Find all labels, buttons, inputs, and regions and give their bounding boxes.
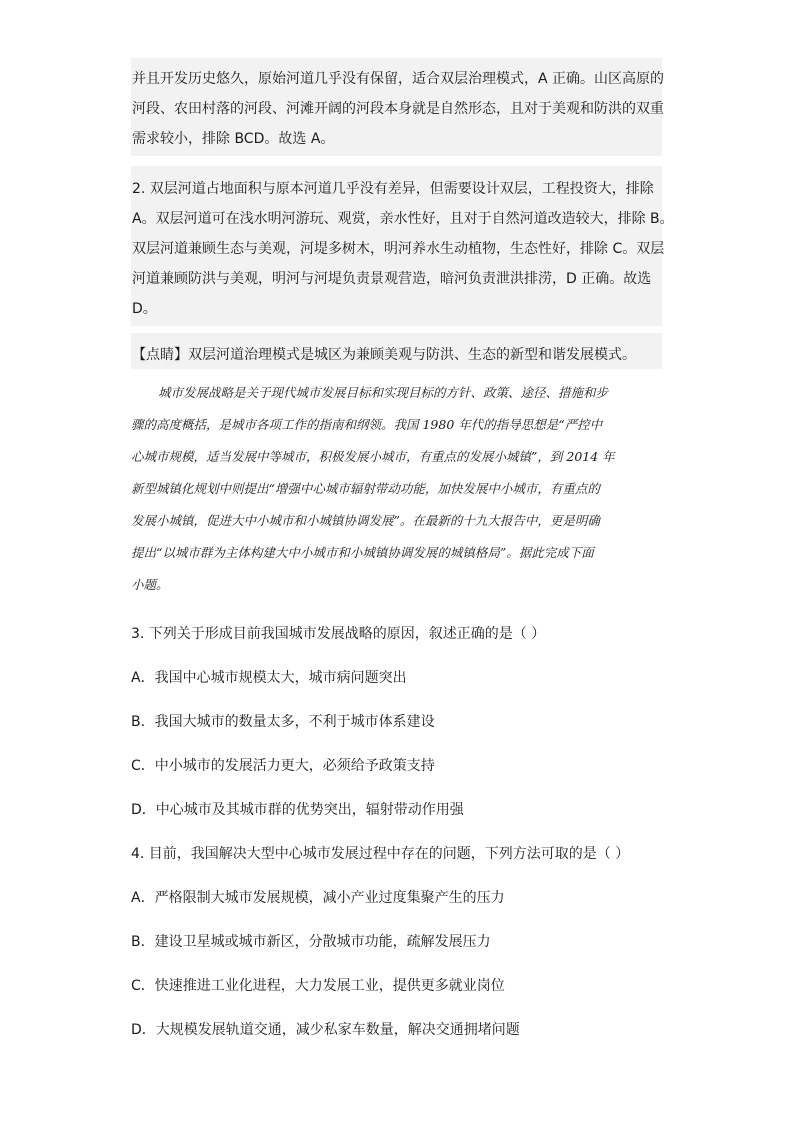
- option-c: C．快速推进工业化进程，大力发展工业，提供更多就业岗位: [131, 978, 505, 994]
- explanation-line: D。: [132, 301, 157, 317]
- material-line: 城市发展战略是关于现代城市发展目标和实现目标的方针、政策、途径、措施和步: [158, 385, 609, 400]
- material-line: 发展小城镇，促进大中小城市和小城镇协调发展”。在最新的十九大报告中，更是明确: [131, 513, 600, 528]
- tip-text: 【点睛】双层河道治理模式是城区为兼顾美观与防洪、生态的新型和谐发展模式。: [132, 347, 636, 363]
- question-list: [131, 612, 671, 1052]
- material-line: 提出“以城市群为主体构建大中小城市和小城镇协调发展的城镇格局”。据此完成下面: [131, 545, 594, 560]
- option-d: D．大规模发展轨道交通，减少私家车数量，解决交通拥堵问题: [131, 1022, 520, 1038]
- explanation-line: 需求较小，排除 BCD。故选 A。: [132, 131, 335, 147]
- option-a: A．严格限制大城市发展规模，减小产业过度集聚产生的压力: [131, 890, 505, 906]
- option-a: A．我国中心城市规模太大，城市病问题突出: [131, 670, 407, 686]
- explanation-line: A。双层河道可在浅水明河游玩、观赏，亲水性好，且对于自然河道改造较大，排除 B。: [132, 211, 674, 227]
- material-line: 新型城镇化规划中则提出“增强中心城市辐射带动功能，加快发展中小城市，有重点的: [131, 481, 600, 496]
- explanation-line: 2. 双层河道占地面积与原本河道几乎没有差异，但需要设计双层，工程投资大，排除: [132, 181, 654, 197]
- option-b: B．我国大城市的数量太多，不利于城市体系建设: [131, 714, 435, 730]
- option-d: D．中心城市及其城市群的优势突出，辐射带动作用强: [131, 802, 464, 818]
- question-title: 4. 目前，我国解决大型中心城市发展过程中存在的问题，下列方法可取的是（ ）: [131, 846, 630, 862]
- explanation-line: 并且开发历史悠久，原始河道几乎没有保留，适合双层治理模式，A 正确。山区高原的: [132, 71, 665, 87]
- explanation-line: 河道兼顾防洪与美观，明河与河堤负责景观营造，暗河负责泄洪排涝，D 正确。故选: [132, 271, 652, 287]
- explanation-line: 双层河道兼顾生态与美观，河堤多树木，明河养水生动植物，生态性好，排除 C。双层: [132, 241, 665, 257]
- material-line: 心城市规模，适当发展中等城市，积极发展小城市，有重点的发展小城镇”，到 2014 年: [131, 449, 615, 464]
- tip-box: [131, 333, 662, 369]
- explanation-line: 河段、农田村落的河段、河滩开阔的河段本身就是自然形态，且对于美观和防洪的双重: [132, 101, 664, 117]
- explanation-q2: [131, 166, 674, 326]
- option-c: C．中小城市的发展活力更大，必须给予政策支持: [131, 758, 435, 774]
- reading-material: [131, 377, 671, 601]
- explanation-q1-continued: [131, 58, 665, 156]
- material-line: 骤的高度概括，是城市各项工作的指南和纲领。我国 1980 年代的指导思想是“严控中: [131, 417, 603, 432]
- question-title: 3. 下列关于形成目前我国城市发展战略的原因，叙述正确的是（ ）: [131, 626, 546, 642]
- material-line: 小题。: [131, 577, 169, 592]
- question-4: [131, 832, 671, 1052]
- option-b: B．建设卫星城或城市新区，分散城市功能，疏解发展压力: [131, 934, 491, 950]
- question-3: [131, 612, 671, 832]
